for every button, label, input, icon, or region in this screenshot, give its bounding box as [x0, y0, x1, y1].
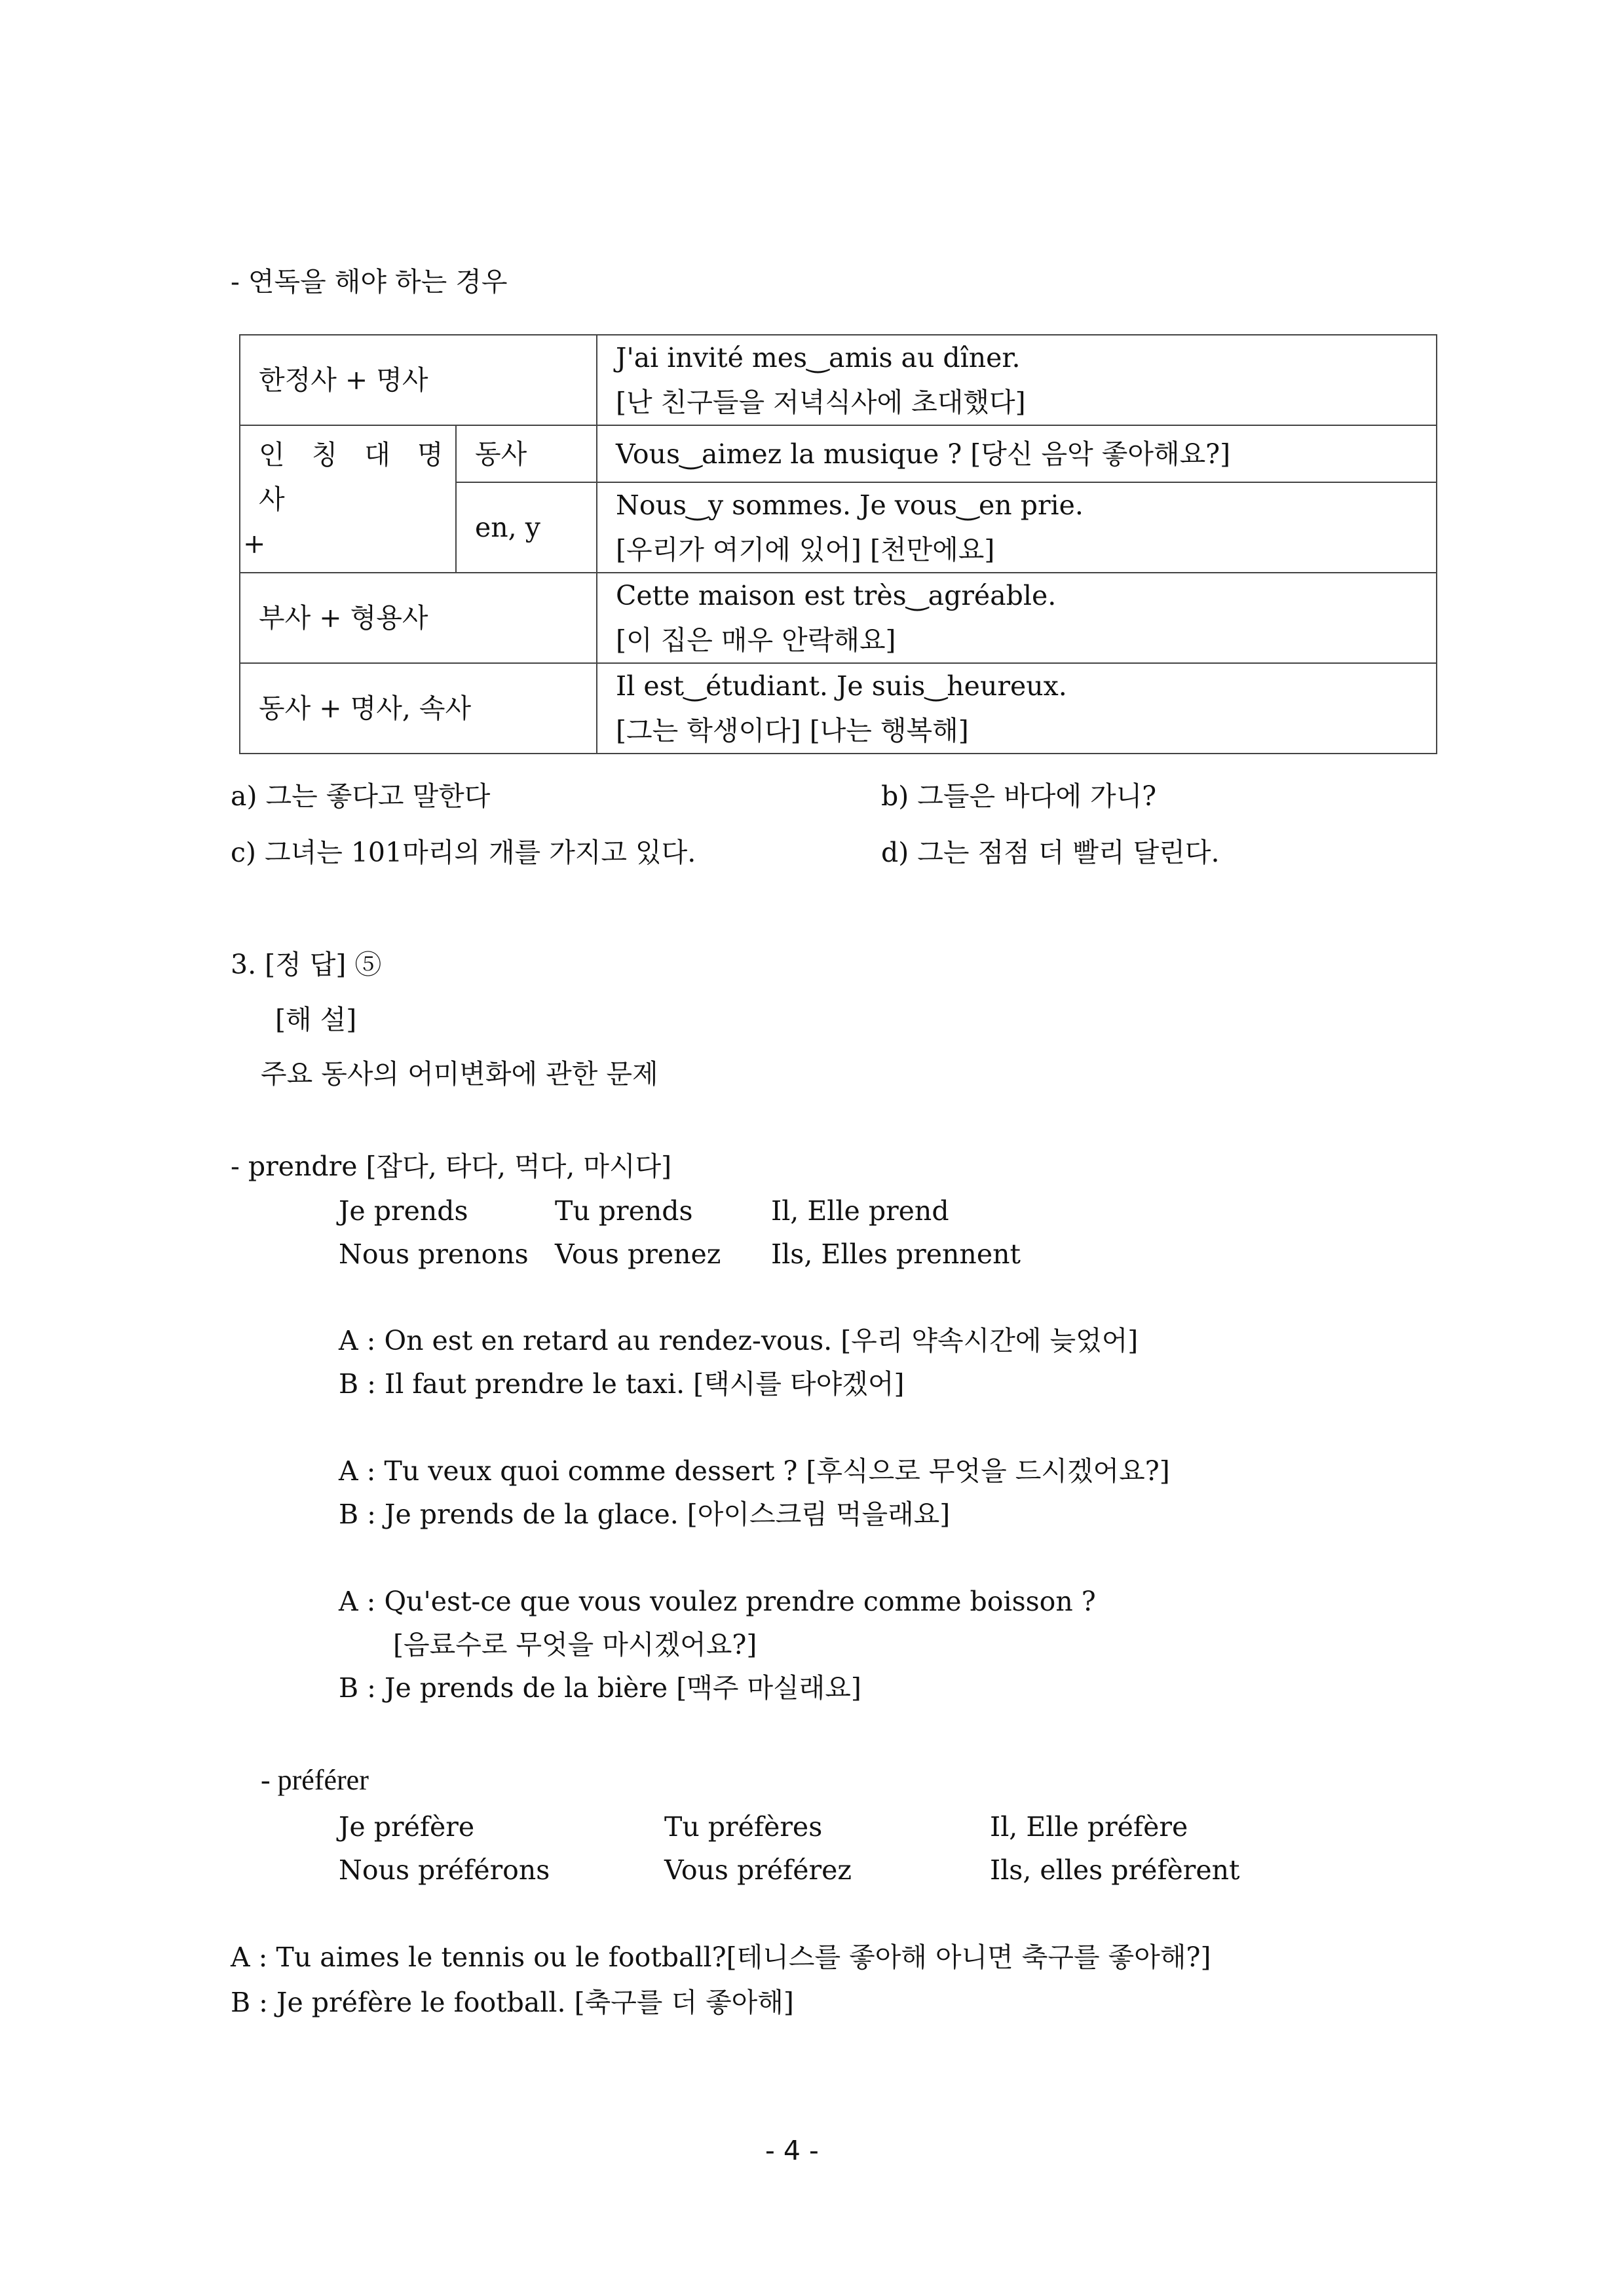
- example-cell: Vous‿aimez la musique ? [당신 음악 좋아해요?]: [597, 425, 1437, 482]
- conjugation-cell: Tu prends: [555, 1195, 693, 1227]
- conjugation-cell: Je prends: [339, 1195, 468, 1227]
- option-b: b) 그들은 바다에 가니?: [881, 780, 1157, 812]
- conjugation-cell: Vous préférez: [664, 1854, 852, 1886]
- dialogue-line: B : Je préfère le football. [축구를 더 좋아해]: [231, 1987, 794, 2018]
- answer-label: 3. [정 답] ⑤: [231, 949, 382, 980]
- conjugation-cell: Nous préférons: [339, 1854, 550, 1886]
- conjugation-cell: Je préfère: [339, 1811, 475, 1843]
- dialogue-line: B : Je prends de la bière [맥주 마실래요]: [339, 1672, 861, 1704]
- conjugation-cell: Il, Elle prend: [771, 1195, 949, 1227]
- example-french: Il est‿étudiant. Je suis‿heureux.: [616, 670, 1067, 702]
- category-cell: 한정사 + 명사: [240, 335, 597, 425]
- dialogue-line: B : Je prends de la glace. [아이스크림 먹을래요]: [339, 1499, 951, 1530]
- table-row: [240, 335, 1437, 425]
- option-c: c) 그녀는 101마리의 개를 가지고 있다.: [231, 837, 696, 868]
- dialogue-translation: [음료수로 무엇을 마시겠어요?]: [393, 1629, 757, 1660]
- dialogue-line: A : On est en retard au rendez-vous. [우리 약속시간에 늦었어]: [339, 1325, 1139, 1356]
- category-plus: +: [243, 527, 266, 560]
- subcategory-cell: en, y: [456, 482, 597, 573]
- example-cell: [597, 573, 1437, 663]
- category-label: 인 칭 대 명 사: [259, 438, 453, 515]
- example-translation: [난 친구들을 저녁식사에 초대했다]: [616, 387, 1026, 418]
- example-cell: [597, 335, 1437, 425]
- section-heading: - 연독을 해야 하는 경우: [231, 266, 508, 297]
- preferer-heading: - préférer: [261, 1764, 369, 1796]
- subcategory-cell: 동사: [456, 425, 597, 482]
- conjugation-cell: Vous prenez: [555, 1238, 721, 1270]
- option-a: a) 그는 좋다고 말한다: [231, 780, 491, 812]
- example-french: J'ai invité mes‿amis au dîner.: [616, 342, 1021, 373]
- prendre-heading: - prendre [잡다, 타다, 먹다, 마시다]: [231, 1151, 672, 1182]
- conjugation-cell: Tu préfères: [664, 1811, 823, 1843]
- example-french: Cette maison est très‿agréable.: [616, 580, 1057, 611]
- conjugation-cell: Il, Elle préfère: [990, 1811, 1188, 1843]
- example-cell: [597, 482, 1437, 573]
- example-french: Nous‿y sommes. Je vous‿en prie.: [616, 489, 1084, 521]
- liaison-table: [239, 334, 1437, 754]
- example-translation: [우리가 여기에 있어] [천만에요]: [616, 534, 995, 565]
- category-cell: 동사 + 명사, 속사: [240, 663, 597, 754]
- category-cell: 부사 + 형용사: [240, 573, 597, 663]
- example-translation: [그는 학생이다] [나는 행복해]: [616, 715, 969, 746]
- category-cell: [240, 425, 456, 573]
- dialogue-line: B : Il faut prendre le taxi. [택시를 타야겠어]: [339, 1368, 905, 1400]
- table-row: [240, 425, 1437, 482]
- conjugation-cell: Ils, Elles prennent: [771, 1238, 1021, 1270]
- dialogue-line: A : Tu veux quoi comme dessert ? [후식으로 무엇을 드시겠어요?]: [339, 1455, 1170, 1487]
- dialogue-line: A : Qu'est-ce que vous voulez prendre comme boisson ?: [339, 1586, 1096, 1617]
- option-d: d) 그는 점점 더 빨리 달린다.: [881, 837, 1220, 868]
- example-cell: [597, 663, 1437, 754]
- dialogue-line: A : Tu aimes le tennis ou le football?[테니스를 좋아해 아니면 축구를 좋아해?]: [231, 1942, 1211, 1973]
- table-row: [240, 663, 1437, 754]
- conjugation-cell: Ils, elles préfèrent: [990, 1854, 1240, 1886]
- page-number: - 4 -: [765, 2135, 819, 2166]
- explanation-text: 주요 동사의 어미변화에 관한 문제: [261, 1058, 658, 1090]
- table-row: [240, 573, 1437, 663]
- example-translation: [이 집은 매우 안락해요]: [616, 624, 896, 656]
- explanation-label: [해 설]: [275, 1004, 357, 1035]
- conjugation-cell: Nous prenons: [339, 1238, 529, 1270]
